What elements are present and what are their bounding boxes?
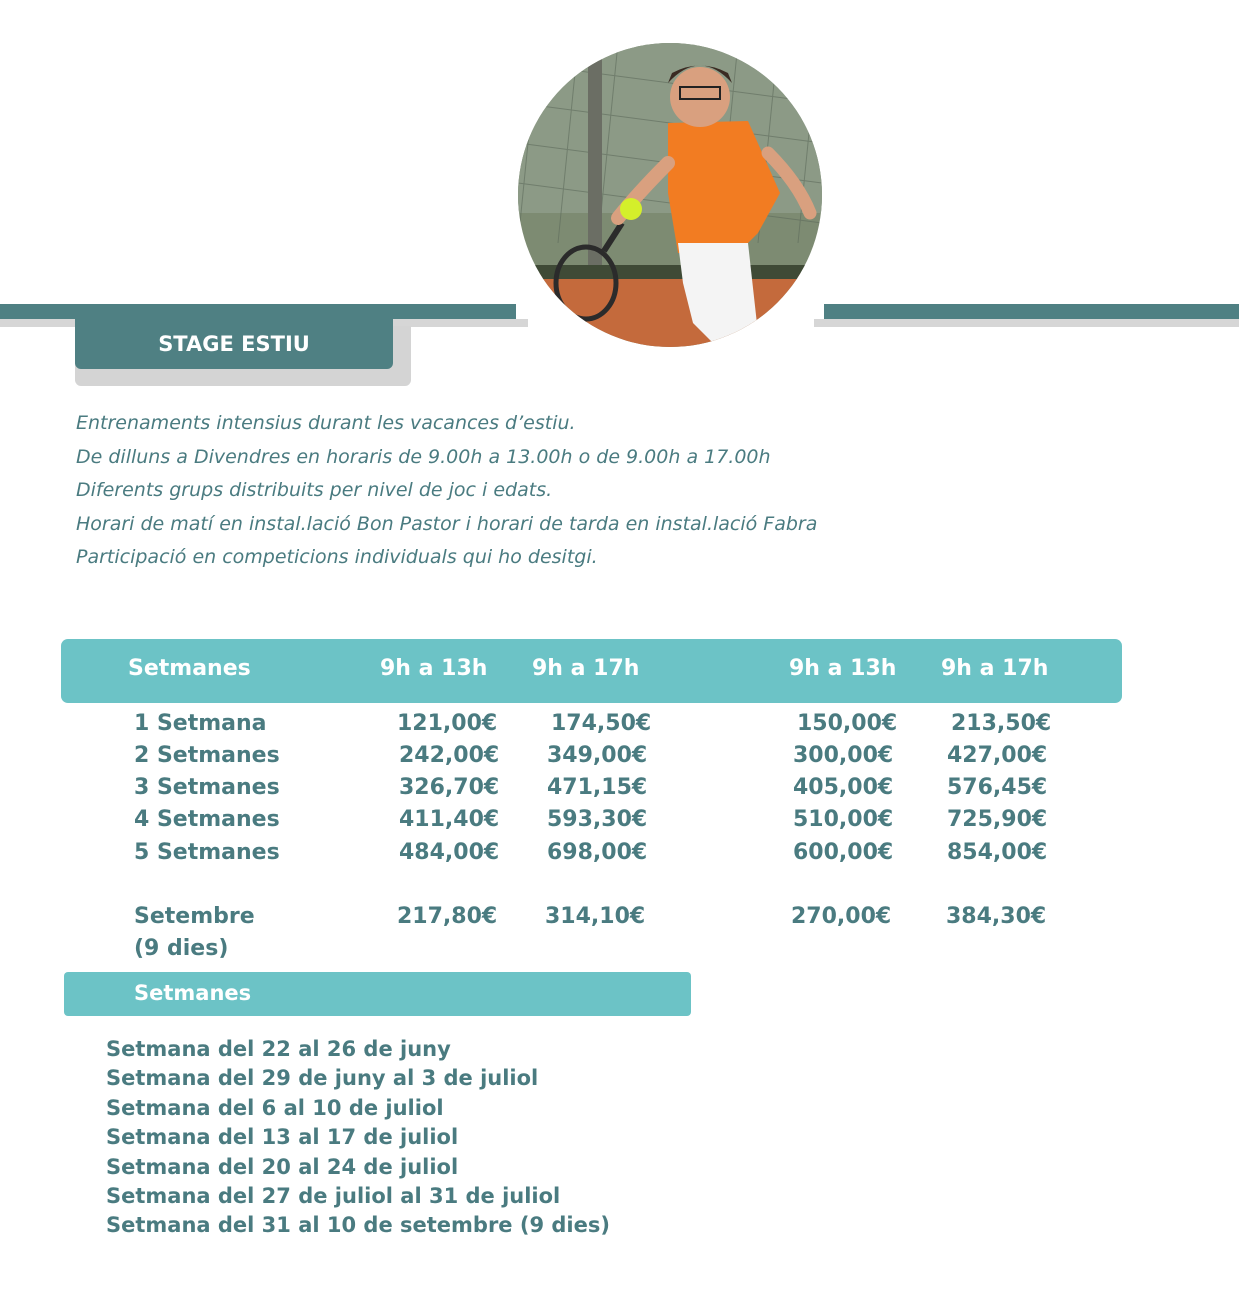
price-cell: 600,00€	[793, 840, 894, 865]
price-cell: 411,40€	[399, 807, 500, 832]
header-morning-1: 9h a 13h	[380, 656, 488, 681]
header-band-right-shadow	[814, 319, 1239, 327]
price-cell: 349,00€	[547, 743, 648, 768]
list-item: Setmana del 22 al 26 de juny	[106, 1037, 451, 1061]
price-cell: 427,00€	[947, 743, 1048, 768]
list-item: Setmana del 29 de juny al 3 de juliol	[106, 1066, 539, 1091]
intro-line: Participació en competicions individuals qui ho desitgi.	[76, 546, 598, 568]
price-cell: 471,15€	[547, 775, 648, 800]
price-cell: 384,30€	[946, 904, 1047, 929]
intro-line: Diferents grups distribuits per nivel de joc i edats.	[76, 479, 553, 501]
intro-line: Entrenaments intensius durant les vacances d’estiu.	[76, 412, 576, 434]
price-cell: 300,00€	[793, 743, 894, 768]
intro-line: De dilluns a Divendres en horaris de 9.00h a 13.00h o de 9.00h a 17.00h	[76, 445, 771, 468]
price-cell: 150,00€	[797, 711, 898, 736]
weeks-list	[106, 1035, 610, 1241]
row-label: 2 Setmanes	[134, 743, 280, 768]
intro-text	[76, 407, 817, 575]
weeks-section-title: Setmanes	[134, 981, 252, 1005]
row-label-september: Setembre	[134, 904, 255, 929]
price-cell: 121,00€	[397, 711, 498, 736]
list-item: Setmana del 20 al 24 de juliol	[106, 1154, 459, 1179]
price-table-header	[61, 639, 1122, 703]
price-cell: 854,00€	[947, 840, 1048, 865]
stage-title: STAGE ESTIU	[75, 318, 393, 369]
price-cell: 314,10€	[545, 904, 646, 929]
list-item: Setmana del 6 al 10 de juliol	[106, 1095, 444, 1120]
list-item: Setmana del 13 al 17 de juliol	[106, 1125, 459, 1150]
price-cell: 576,45€	[947, 775, 1048, 800]
price-cell: 484,00€	[399, 840, 500, 865]
row-label: 4 Setmanes	[134, 807, 280, 832]
row-label-september-days: (9 dies)	[134, 936, 229, 961]
price-cell: 405,00€	[793, 775, 894, 800]
header-band-right	[824, 304, 1239, 319]
intro-line: Horari de matí en instal.lació Bon Pastor i horari de tarda en instal.lació Fabra	[76, 512, 818, 535]
price-cell: 725,90€	[947, 807, 1048, 832]
boy-playing-tennis-photo	[518, 43, 822, 347]
weeks-section-header	[64, 972, 691, 1016]
price-cell: 213,50€	[951, 711, 1052, 736]
price-cell: 698,00€	[547, 840, 648, 865]
price-cell: 510,00€	[793, 807, 894, 832]
row-label: 3 Setmanes	[134, 775, 280, 800]
row-label: 5 Setmanes	[134, 840, 280, 865]
price-cell: 326,70€	[399, 775, 500, 800]
row-label: 1 Setmana	[134, 711, 267, 736]
header-weeks: Setmanes	[128, 656, 251, 681]
header-fullday-1: 9h a 17h	[532, 656, 640, 681]
price-cell: 174,50€	[551, 711, 652, 736]
header-morning-2: 9h a 13h	[789, 656, 897, 681]
list-item: Setmana del 31 al 10 de setembre (9 dies)	[106, 1213, 610, 1238]
price-cell: 217,80€	[397, 904, 498, 929]
price-cell: 593,30€	[547, 807, 648, 832]
list-item: Setmana del 27 de juliol al 31 de juliol	[106, 1184, 561, 1209]
price-cell: 270,00€	[791, 904, 892, 929]
price-cell: 242,00€	[399, 743, 500, 768]
header-fullday-2: 9h a 17h	[941, 656, 1049, 681]
header-band-left	[0, 304, 516, 319]
